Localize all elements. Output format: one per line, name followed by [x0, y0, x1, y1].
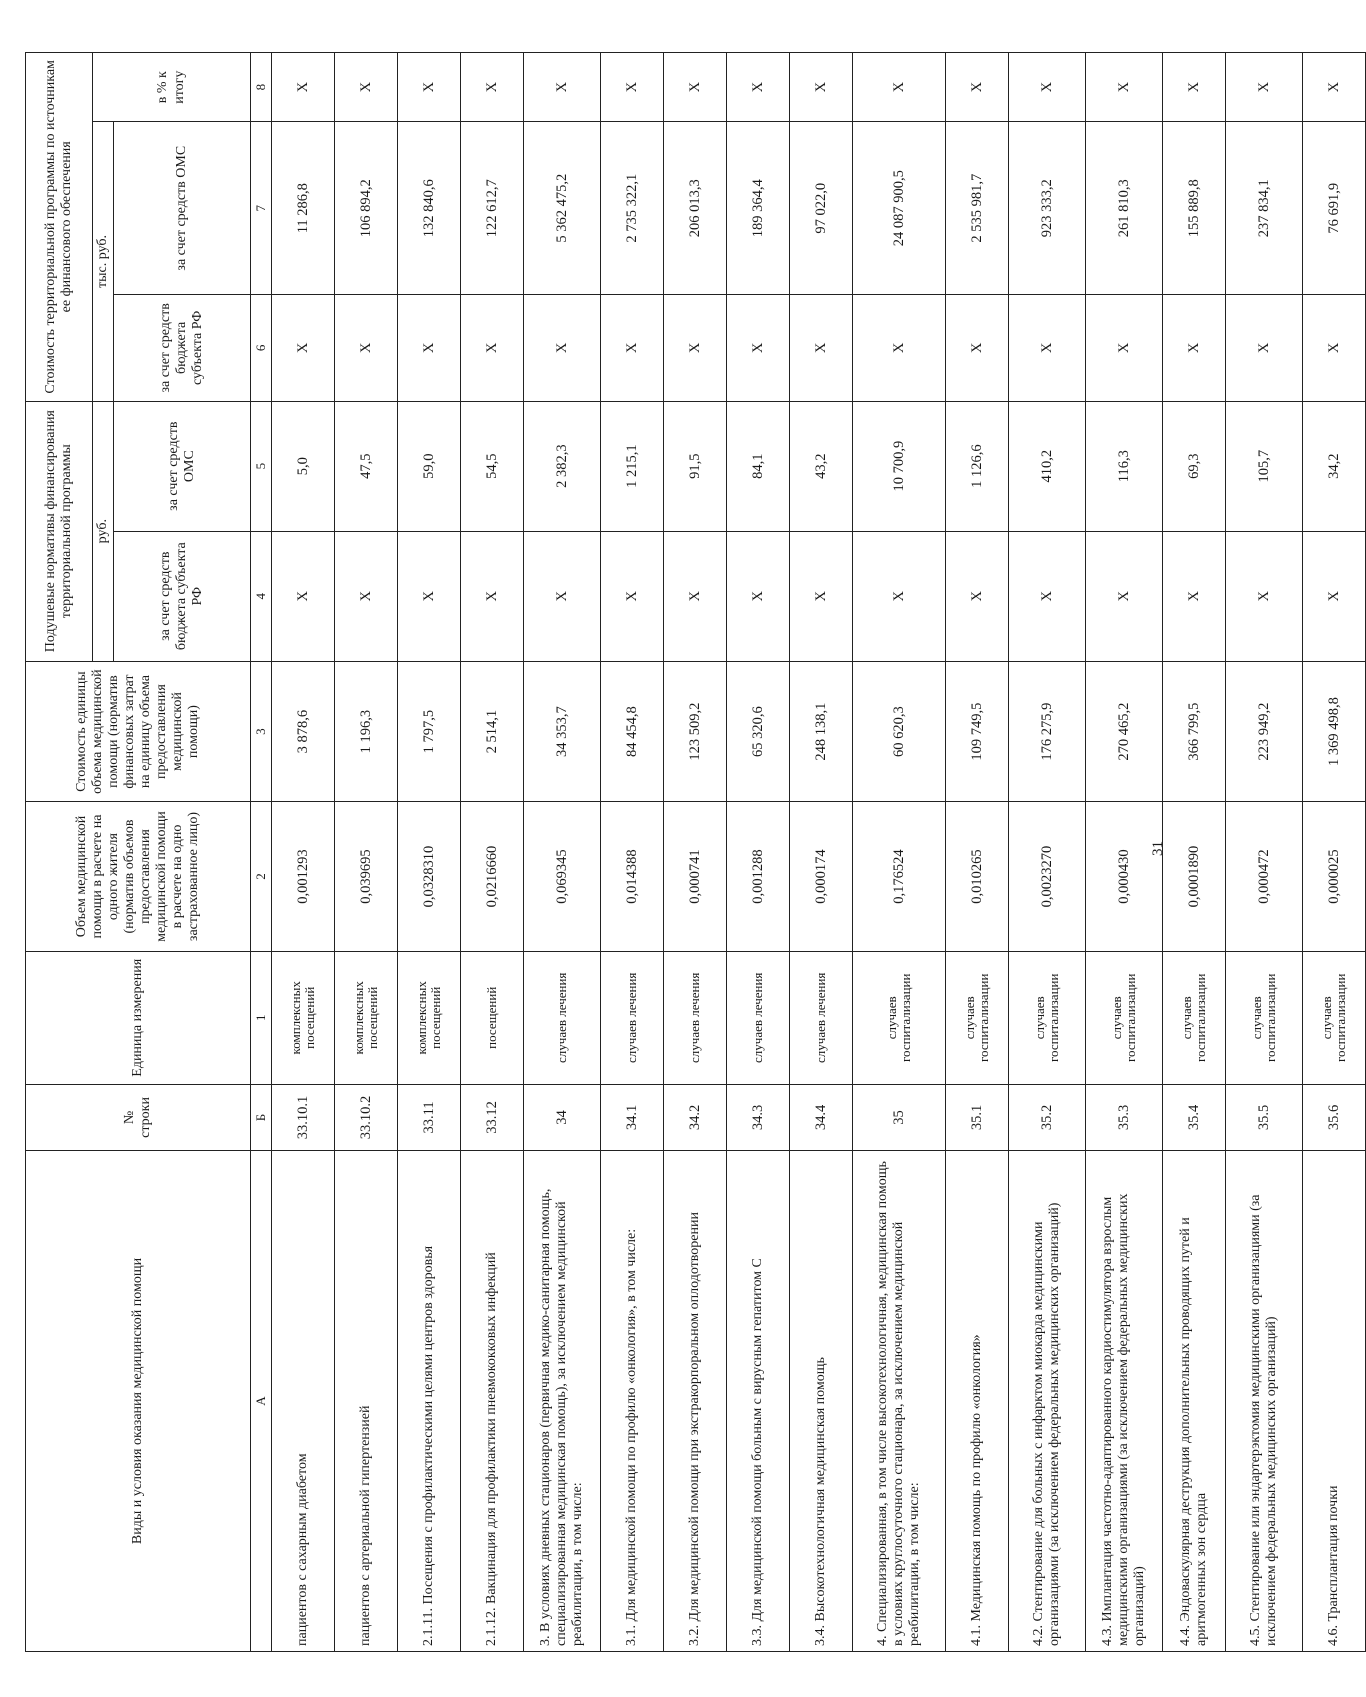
row-percent: Х — [1303, 53, 1366, 122]
row-cost-oms: 189 364,4 — [727, 122, 790, 295]
row-percent: Х — [601, 53, 664, 122]
row-number: 35.5 — [1226, 1084, 1303, 1150]
row-percapita-budget: Х — [853, 531, 946, 661]
row-percapita-oms: 47,5 — [335, 401, 398, 531]
row-unit-cost: 123 509,2 — [664, 661, 727, 802]
row-cost-budget: Х — [272, 295, 335, 402]
row-number: 35.2 — [1009, 1084, 1086, 1150]
row-percapita-budget: Х — [1086, 531, 1163, 661]
row-volume: 0,000025 — [1303, 802, 1366, 951]
row-volume: 0,069345 — [524, 802, 601, 951]
row-unit-cost: 3 878,6 — [272, 661, 335, 802]
col-number: 8 — [251, 53, 272, 122]
row-cost-budget: Х — [601, 295, 664, 402]
row-percapita-oms: 2 382,3 — [524, 401, 601, 531]
row-volume: 0,000472 — [1226, 802, 1303, 951]
row-percapita-budget: Х — [1009, 531, 1086, 661]
row-volume: 0,0001890 — [1163, 802, 1226, 951]
row-unit: комплексных посещений — [272, 951, 335, 1084]
row-name: 3.2. Для медицинской помощи при экстракорпоральном оплодотворении — [664, 1150, 727, 1651]
row-cost-oms: 132 840,6 — [398, 122, 461, 295]
row-unit: случаев госпитализации — [1086, 951, 1163, 1084]
row-percent: Х — [1009, 53, 1086, 122]
row-unit: случаев лечения — [664, 951, 727, 1084]
row-percapita-budget: Х — [272, 531, 335, 661]
row-number: 34.1 — [601, 1084, 664, 1150]
row-cost-oms: 76 691,9 — [1303, 122, 1366, 295]
row-cost-oms: 155 889,8 — [1163, 122, 1226, 295]
row-percent: Х — [946, 53, 1009, 122]
table-row — [1163, 53, 1226, 1652]
col-number: 2 — [251, 802, 272, 951]
table-body — [272, 53, 1366, 1652]
row-cost-budget: Х — [1163, 295, 1226, 402]
financing-table — [25, 52, 1366, 1652]
row-percapita-oms: 59,0 — [398, 401, 461, 531]
row-volume: 0,0023270 — [1009, 802, 1086, 951]
table-row — [853, 53, 946, 1652]
row-unit: случаев госпитализации — [1303, 951, 1366, 1084]
table-row — [790, 53, 853, 1652]
row-unit: случаев госпитализации — [1226, 951, 1303, 1084]
row-percapita-oms: 116,3 — [1086, 401, 1163, 531]
page-number: 31 — [1150, 841, 1166, 856]
row-number: 34.2 — [664, 1084, 727, 1150]
row-name: 3.3. Для медицинской помощи больным с вирусным гепатитом С — [727, 1150, 790, 1651]
row-percapita-budget: Х — [398, 531, 461, 661]
row-number: 33.12 — [461, 1084, 524, 1150]
row-volume: 0,010265 — [946, 802, 1009, 951]
header-col-8: в % к итогу — [93, 53, 251, 122]
row-percent: Х — [272, 53, 335, 122]
table-row — [1009, 53, 1086, 1652]
row-cost-oms: 106 894,2 — [335, 122, 398, 295]
row-percapita-oms: 105,7 — [1226, 401, 1303, 531]
row-percent: Х — [398, 53, 461, 122]
row-unit-cost: 65 320,6 — [727, 661, 790, 802]
row-percent: Х — [1086, 53, 1163, 122]
table-header — [26, 53, 272, 1652]
row-cost-oms: 24 087 900,5 — [853, 122, 946, 295]
header-col-4: за счет средств бюджета субъекта РФ — [114, 531, 251, 661]
header-col-2: Объем медицинской помощи в расчете на одного жителя (норматив объемов предоставления медицинской помощи в расчете на одно застрахованное лицо) — [26, 802, 251, 951]
row-percapita-oms: 410,2 — [1009, 401, 1086, 531]
row-unit: комплексных посещений — [398, 951, 461, 1084]
row-cost-budget: Х — [664, 295, 727, 402]
row-unit-cost: 109 749,5 — [946, 661, 1009, 802]
row-name: 4.4. Эндоваскулярная деструкция дополнительных проводящих путей и аритмогенных зон сердца — [1163, 1150, 1226, 1651]
header-col-5: за счет средств ОМС — [114, 401, 251, 531]
row-name: 4.5. Стентирование или эндартерэктомия медицинскими организациями (за исключением федеральных медицинских организаций) — [1226, 1150, 1303, 1651]
row-percapita-budget: Х — [727, 531, 790, 661]
row-percapita-oms: 69,3 — [1163, 401, 1226, 531]
table-row — [1086, 53, 1163, 1652]
col-number: 7 — [251, 122, 272, 295]
col-number: А — [251, 1150, 272, 1651]
row-number: 33.10.1 — [272, 1084, 335, 1150]
row-unit-cost: 1 196,3 — [335, 661, 398, 802]
row-percent: Х — [524, 53, 601, 122]
col-number: 6 — [251, 295, 272, 402]
row-unit-cost: 366 799,5 — [1163, 661, 1226, 802]
row-percapita-oms: 5,0 — [272, 401, 335, 531]
row-unit-cost: 84 454,8 — [601, 661, 664, 802]
row-volume: 0,000174 — [790, 802, 853, 951]
row-percapita-budget: Х — [946, 531, 1009, 661]
row-name: 4.2. Стентирование для больных с инфарктом миокарда медицинскими организациями (за исключением федеральных медицинских организаций) — [1009, 1150, 1086, 1651]
row-percapita-budget: Х — [461, 531, 524, 661]
row-cost-oms: 5 362 475,2 — [524, 122, 601, 295]
row-percent: Х — [790, 53, 853, 122]
col-number: 1 — [251, 951, 272, 1084]
row-name: 2.1.12. Вакцинация для профилактики пневмококковых инфекций — [461, 1150, 524, 1651]
row-percapita-oms: 10 700,9 — [853, 401, 946, 531]
row-percapita-budget: Х — [1163, 531, 1226, 661]
row-name: 2.1.11. Посещения с профилактическими целями центров здоровья — [398, 1150, 461, 1651]
row-percent: Х — [664, 53, 727, 122]
row-cost-oms: 237 834,1 — [1226, 122, 1303, 295]
row-unit-cost: 223 949,2 — [1226, 661, 1303, 802]
row-number: 35.4 — [1163, 1084, 1226, 1150]
row-cost-budget: Х — [524, 295, 601, 402]
row-name: 4.6. Трансплантация почки — [1303, 1150, 1366, 1651]
row-name: 3.1. Для медицинской помощи по профилю «онкология», в том числе: — [601, 1150, 664, 1651]
row-cost-budget: Х — [1226, 295, 1303, 402]
row-name: 4.3. Имплантация частотно-адаптированного кардиостимулятора взрослым медицинскими организациями (за исключением федеральных медицинских организаций) — [1086, 1150, 1163, 1651]
row-percent: Х — [461, 53, 524, 122]
row-cost-oms: 122 612,7 — [461, 122, 524, 295]
table-row — [946, 53, 1009, 1652]
table-row — [664, 53, 727, 1652]
row-cost-oms: 206 013,3 — [664, 122, 727, 295]
row-cost-budget: Х — [790, 295, 853, 402]
row-unit: случаев лечения — [601, 951, 664, 1084]
table-row — [272, 53, 335, 1652]
row-name: пациентов с сахарным диабетом — [272, 1150, 335, 1651]
row-name: пациентов с артериальной гипертензией — [335, 1150, 398, 1651]
row-name: 3.4. Высокотехнологичная медицинская помощь — [790, 1150, 853, 1651]
row-percapita-budget: Х — [1303, 531, 1366, 661]
row-cost-budget: Х — [1009, 295, 1086, 402]
table-row — [461, 53, 524, 1652]
row-number: 35.1 — [946, 1084, 1009, 1150]
row-percapita-oms: 84,1 — [727, 401, 790, 531]
col-number: 3 — [251, 661, 272, 802]
row-cost-oms: 2 735 322,1 — [601, 122, 664, 295]
row-volume: 0,001288 — [727, 802, 790, 951]
table-row — [1226, 53, 1303, 1652]
row-percapita-oms: 54,5 — [461, 401, 524, 531]
row-cost-budget: Х — [1303, 295, 1366, 402]
row-cost-oms: 261 810,3 — [1086, 122, 1163, 295]
row-unit-cost: 60 620,3 — [853, 661, 946, 802]
row-unit: случаев госпитализации — [946, 951, 1009, 1084]
row-cost-oms: 11 286,8 — [272, 122, 335, 295]
header-col-3: Стоимость единицы объема медицинской помощи (норматив финансовых затрат на единицу объема предоставления медицинской помощи) — [26, 661, 251, 802]
row-percapita-budget: Х — [1226, 531, 1303, 661]
row-percapita-oms: 1 215,1 — [601, 401, 664, 531]
row-percapita-oms: 34,2 — [1303, 401, 1366, 531]
row-number: 33.11 — [398, 1084, 461, 1150]
col-number: 4 — [251, 531, 272, 661]
col-number: Б — [251, 1084, 272, 1150]
row-number: 34.4 — [790, 1084, 853, 1150]
row-cost-budget: Х — [335, 295, 398, 402]
row-cost-budget: Х — [946, 295, 1009, 402]
row-unit-cost: 1 797,5 — [398, 661, 461, 802]
row-percapita-budget: Х — [335, 531, 398, 661]
row-volume: 0,0328310 — [398, 802, 461, 951]
header-col-1: Единица измерения — [26, 951, 251, 1084]
row-name: 4. Специализированная, в том числе высокотехнологичная, медицинская помощь в условиях круглосуточного стационара, за исключением медицинской реабилитации, в том числе: — [853, 1150, 946, 1651]
row-unit-cost: 2 514,1 — [461, 661, 524, 802]
row-volume: 0,001293 — [272, 802, 335, 951]
row-number: 35.3 — [1086, 1084, 1163, 1150]
table-row — [1303, 53, 1366, 1652]
row-cost-oms: 923 333,2 — [1009, 122, 1086, 295]
col-number: 5 — [251, 401, 272, 531]
row-unit-cost: 270 465,2 — [1086, 661, 1163, 802]
row-cost-oms: 2 535 981,7 — [946, 122, 1009, 295]
row-unit-cost: 1 369 498,8 — [1303, 661, 1366, 802]
row-percapita-oms: 91,5 — [664, 401, 727, 531]
table-row — [524, 53, 601, 1652]
row-percent: Х — [727, 53, 790, 122]
row-number: 34.3 — [727, 1084, 790, 1150]
row-unit: случаев госпитализации — [1163, 951, 1226, 1084]
row-unit: случаев лечения — [727, 951, 790, 1084]
header-col-a: Виды и условия оказания медицинской помощи — [26, 1150, 251, 1651]
row-percent: Х — [853, 53, 946, 122]
row-volume: 0,000741 — [664, 802, 727, 951]
row-cost-budget: Х — [727, 295, 790, 402]
row-cost-oms: 97 022,0 — [790, 122, 853, 295]
row-percapita-budget: Х — [790, 531, 853, 661]
row-percapita-oms: 1 126,6 — [946, 401, 1009, 531]
row-percent: Х — [335, 53, 398, 122]
header-col-7: за счет средств ОМС — [114, 122, 251, 295]
row-number: 34 — [524, 1084, 601, 1150]
header-per-capita-group: Подушевые нормативы финансирования территориальной программы — [26, 401, 93, 661]
row-unit-cost: 176 275,9 — [1009, 661, 1086, 802]
row-unit: случаев госпитализации — [853, 951, 946, 1084]
row-percent: Х — [1226, 53, 1303, 122]
row-percapita-budget: Х — [664, 531, 727, 661]
row-volume: 0,014388 — [601, 802, 664, 951]
row-number: 35 — [853, 1084, 946, 1150]
header-per-capita-unit: руб. — [93, 401, 114, 661]
row-number: 35.6 — [1303, 1084, 1366, 1150]
row-volume: 0,0216660 — [461, 802, 524, 951]
table-row — [601, 53, 664, 1652]
row-unit: комплексных посещений — [335, 951, 398, 1084]
header-col-b: № строки — [26, 1084, 251, 1150]
header-cost-unit: тыс. руб. — [93, 122, 114, 401]
row-cost-budget: Х — [461, 295, 524, 402]
row-percapita-budget: Х — [601, 531, 664, 661]
table-row — [398, 53, 461, 1652]
row-name: 3. В условиях дневных стационаров (первичная медико-санитарная помощь, специализированная медицинская помощь), за исключением медицинской реабилитации, в том числе: — [524, 1150, 601, 1651]
row-unit-cost: 248 138,1 — [790, 661, 853, 802]
row-percapita-oms: 43,2 — [790, 401, 853, 531]
row-volume: 0,176524 — [853, 802, 946, 951]
header-cost-group: Стоимость территориальной программы по источникам ее финансового обеспечения — [26, 53, 93, 402]
header-col-6: за счет средств бюджета субъекта РФ — [114, 295, 251, 402]
row-volume: 0,000430 — [1086, 802, 1163, 951]
row-volume: 0,039695 — [335, 802, 398, 951]
row-unit: случаев госпитализации — [1009, 951, 1086, 1084]
table-row — [727, 53, 790, 1652]
row-name: 4.1. Медицинская помощь по профилю «онкология» — [946, 1150, 1009, 1651]
row-unit: посещений — [461, 951, 524, 1084]
table-row — [335, 53, 398, 1652]
row-unit: случаев лечения — [524, 951, 601, 1084]
row-unit-cost: 34 353,7 — [524, 661, 601, 802]
row-number: 33.10.2 — [335, 1084, 398, 1150]
row-unit: случаев лечения — [790, 951, 853, 1084]
row-percent: Х — [1163, 53, 1226, 122]
column-numbers-row — [251, 53, 272, 1652]
row-cost-budget: Х — [853, 295, 946, 402]
row-cost-budget: Х — [398, 295, 461, 402]
row-percapita-budget: Х — [524, 531, 601, 661]
row-cost-budget: Х — [1086, 295, 1163, 402]
